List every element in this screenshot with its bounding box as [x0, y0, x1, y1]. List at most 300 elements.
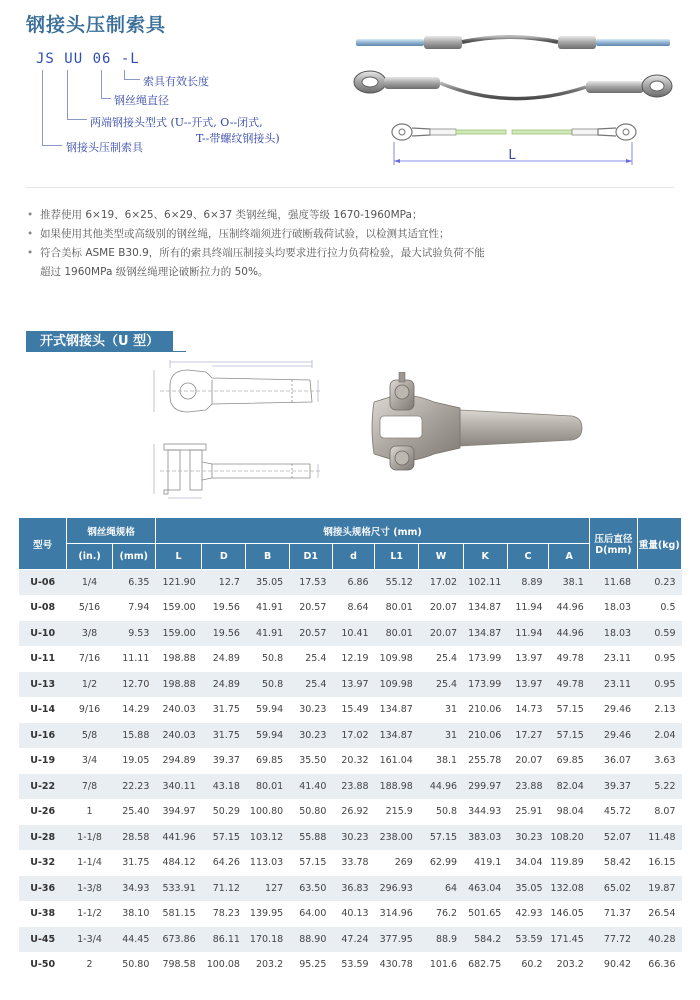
- table-row: [19, 697, 682, 723]
- table-cell: 50.29: [202, 799, 246, 825]
- table-cell: 238.00: [375, 825, 419, 851]
- table-cell: 64.00: [289, 901, 332, 927]
- table-cell: 8.89: [507, 570, 548, 596]
- table-cell: 53.59: [507, 927, 548, 953]
- table-cell: 103.12: [246, 825, 289, 851]
- table-cell: 90.42: [590, 952, 637, 978]
- table-cell: 15.49: [332, 697, 374, 723]
- table-cell: 43.18: [202, 774, 246, 800]
- u-fitting-photo-icon: [360, 372, 590, 482]
- table-cell: 29.46: [590, 723, 637, 749]
- table-cell: 28.58: [112, 825, 155, 851]
- table-cell: 9.53: [112, 621, 155, 647]
- table-cell: 1: [67, 799, 112, 825]
- table-cell: 296.93: [375, 876, 419, 902]
- table-cell: 44.96: [549, 621, 590, 647]
- feature-list: [26, 206, 666, 282]
- table-cell: 240.03: [155, 723, 201, 749]
- table-cell: 2.04: [637, 723, 681, 749]
- table-cell: 109.98: [375, 672, 419, 698]
- table-cell: 139.95: [246, 901, 289, 927]
- table-cell: 3/4: [67, 748, 112, 774]
- table-cell: 25.4: [289, 672, 332, 698]
- legend-end-type-cont: T--带螺纹钢接头): [196, 132, 280, 145]
- table-cell: 394.97: [155, 799, 201, 825]
- table-cell: 19.05: [112, 748, 155, 774]
- header-D: D: [202, 544, 246, 570]
- table-cell: 41.40: [289, 774, 332, 800]
- table-cell: 161.04: [375, 748, 419, 774]
- table-cell: 65.02: [590, 876, 637, 902]
- table-cell: 146.05: [549, 901, 590, 927]
- model-cell: U-19: [19, 748, 67, 774]
- header-rope-group: 钢丝绳规格: [67, 518, 156, 544]
- table-cell: 69.85: [549, 748, 590, 774]
- table-cell: 59.94: [246, 697, 289, 723]
- table-cell: 484.12: [155, 850, 201, 876]
- feature-item: • 如果使用其他类型或高级别的钢丝绳，压制终端须进行破断载荷试验，以检测其适宜性；: [26, 225, 666, 244]
- table-cell: 127: [246, 876, 289, 902]
- table-cell: 121.90: [155, 570, 201, 596]
- header-weight: 重量(kg): [637, 518, 681, 570]
- table-cell: 9/16: [67, 697, 112, 723]
- table-cell: 12.19: [332, 646, 374, 672]
- table-cell: 23.11: [590, 646, 637, 672]
- table-cell: 31.75: [112, 850, 155, 876]
- table-cell: 36.07: [590, 748, 637, 774]
- table-cell: 31: [419, 723, 463, 749]
- table-cell: 159.00: [155, 595, 201, 621]
- table-cell: 69.85: [246, 748, 289, 774]
- table-cell: 17.02: [332, 723, 374, 749]
- table-cell: 31.75: [202, 723, 246, 749]
- table-cell: 210.06: [463, 723, 507, 749]
- table-cell: 35.05: [507, 876, 548, 902]
- table-row: [19, 570, 682, 596]
- header-L: L: [155, 544, 201, 570]
- table-cell: 101.6: [419, 952, 463, 978]
- section-underline: [26, 351, 186, 352]
- table-cell: 344.93: [463, 799, 507, 825]
- table-cell: 463.04: [463, 876, 507, 902]
- table-cell: 71.37: [590, 901, 637, 927]
- table-cell: 377.95: [375, 927, 419, 953]
- table-cell: 58.42: [590, 850, 637, 876]
- table-cell: 1-3/4: [67, 927, 112, 953]
- table-cell: 134.87: [375, 723, 419, 749]
- legend-end-type: 两端钢接头型式 (U--开式, O--闭式,: [90, 116, 263, 129]
- table-cell: 673.86: [155, 927, 201, 953]
- model-cell: U-08: [19, 595, 67, 621]
- table-cell: 98.04: [549, 799, 590, 825]
- table-cell: 198.88: [155, 646, 201, 672]
- table-cell: 314.96: [375, 901, 419, 927]
- table-cell: 11.94: [507, 595, 548, 621]
- table-cell: 173.99: [463, 672, 507, 698]
- table-cell: 23.88: [507, 774, 548, 800]
- table-cell: 215.9: [375, 799, 419, 825]
- table-cell: 1-1/4: [67, 850, 112, 876]
- table-cell: 40.13: [332, 901, 374, 927]
- table-row: [19, 748, 682, 774]
- table-cell: 26.54: [637, 901, 681, 927]
- table-cell: 19.87: [637, 876, 681, 902]
- table-cell: 100.08: [202, 952, 246, 978]
- table-cell: 20.57: [289, 621, 332, 647]
- table-cell: 501.65: [463, 901, 507, 927]
- table-cell: 11.68: [590, 570, 637, 596]
- spec-table: [18, 517, 682, 978]
- table-cell: 64.26: [202, 850, 246, 876]
- table-cell: 16.15: [637, 850, 681, 876]
- table-cell: 113.03: [246, 850, 289, 876]
- table-cell: 44.96: [419, 774, 463, 800]
- table-cell: 210.06: [463, 697, 507, 723]
- table-cell: 57.15: [289, 850, 332, 876]
- table-cell: 62.99: [419, 850, 463, 876]
- table-cell: 64: [419, 876, 463, 902]
- table-cell: 88.90: [289, 927, 332, 953]
- table-cell: 66.36: [637, 952, 681, 978]
- table-cell: 35.50: [289, 748, 332, 774]
- table-cell: 383.03: [463, 825, 507, 851]
- table-cell: 80.01: [375, 595, 419, 621]
- table-cell: 798.58: [155, 952, 201, 978]
- header-A: A: [549, 544, 590, 570]
- table-cell: 17.53: [289, 570, 332, 596]
- eye-sling-icon: [354, 71, 672, 99]
- table-cell: 40.28: [637, 927, 681, 953]
- table-cell: 25.4: [419, 646, 463, 672]
- table-row: [19, 774, 682, 800]
- table-cell: 159.00: [155, 621, 201, 647]
- table-cell: 49.78: [549, 672, 590, 698]
- table-cell: 38.10: [112, 901, 155, 927]
- table-cell: 31.75: [202, 697, 246, 723]
- table-cell: 19.56: [202, 595, 246, 621]
- table-cell: 581.15: [155, 901, 201, 927]
- table-cell: 20.57: [289, 595, 332, 621]
- table-cell: 86.11: [202, 927, 246, 953]
- header-K: K: [463, 544, 507, 570]
- table-cell: 109.98: [375, 646, 419, 672]
- table-cell: 13.97: [507, 646, 548, 672]
- table-cell: 38.1: [549, 570, 590, 596]
- table-cell: 2: [67, 952, 112, 978]
- table-cell: 419.1: [463, 850, 507, 876]
- table-cell: 22.23: [112, 774, 155, 800]
- table-cell: 12.7: [202, 570, 246, 596]
- technical-drawing: [150, 358, 330, 500]
- table-cell: 134.87: [463, 621, 507, 647]
- table-row: [19, 825, 682, 851]
- table-row: [19, 799, 682, 825]
- table-cell: 203.2: [246, 952, 289, 978]
- table-cell: 108.20: [549, 825, 590, 851]
- table-cell: 299.97: [463, 774, 507, 800]
- table-cell: 57.15: [549, 697, 590, 723]
- model-cell: U-16: [19, 723, 67, 749]
- table-cell: 24.89: [202, 672, 246, 698]
- table-cell: 255.78: [463, 748, 507, 774]
- table-cell: 20.07: [419, 621, 463, 647]
- table-cell: 5.22: [637, 774, 681, 800]
- table-row: [19, 672, 682, 698]
- model-cell: U-45: [19, 927, 67, 953]
- table-cell: 132.08: [549, 876, 590, 902]
- table-cell: 35.05: [246, 570, 289, 596]
- table-cell: 50.8: [246, 672, 289, 698]
- table-cell: 6.35: [112, 570, 155, 596]
- table-cell: 77.72: [590, 927, 637, 953]
- table-cell: 52.07: [590, 825, 637, 851]
- feature-item: • 符合美标 ASME B30.9，所有的索具终端压制接头均要求进行拉力负荷检验，最大试验负荷不能: [26, 244, 666, 263]
- table-cell: 171.45: [549, 927, 590, 953]
- table-cell: 23.88: [332, 774, 374, 800]
- length-label: L: [508, 148, 516, 163]
- table-cell: 13.97: [332, 672, 374, 698]
- table-cell: 134.87: [375, 697, 419, 723]
- table-cell: 41.91: [246, 595, 289, 621]
- table-cell: 100.80: [246, 799, 289, 825]
- table-cell: 31: [419, 697, 463, 723]
- table-cell: 39.37: [202, 748, 246, 774]
- model-cell: U-28: [19, 825, 67, 851]
- table-cell: 682.75: [463, 952, 507, 978]
- table-cell: 0.95: [637, 672, 681, 698]
- table-cell: 80.01: [375, 621, 419, 647]
- table-cell: 26.92: [332, 799, 374, 825]
- table-cell: 441.96: [155, 825, 201, 851]
- table-cell: 340.11: [155, 774, 201, 800]
- table-cell: 533.91: [155, 876, 201, 902]
- table-cell: 11.48: [637, 825, 681, 851]
- table-cell: 23.11: [590, 672, 637, 698]
- table-cell: 57.15: [419, 825, 463, 851]
- table-cell: 34.93: [112, 876, 155, 902]
- table-cell: 55.88: [289, 825, 332, 851]
- table-cell: 269: [375, 850, 419, 876]
- table-cell: 8.64: [332, 595, 374, 621]
- model-cell: U-32: [19, 850, 67, 876]
- table-cell: 55.12: [375, 570, 419, 596]
- table-cell: 1-1/8: [67, 825, 112, 851]
- table-cell: 78.23: [202, 901, 246, 927]
- table-cell: 18.03: [590, 595, 637, 621]
- table-cell: 88.9: [419, 927, 463, 953]
- table-row: [19, 850, 682, 876]
- table-cell: 102.11: [463, 570, 507, 596]
- model-cell: U-38: [19, 901, 67, 927]
- table-cell: 44.96: [549, 595, 590, 621]
- table-cell: 0.59: [637, 621, 681, 647]
- table-cell: 42.93: [507, 901, 548, 927]
- table-cell: 1-1/2: [67, 901, 112, 927]
- spec-table-body: [19, 570, 682, 978]
- table-cell: 8.07: [637, 799, 681, 825]
- table-cell: 0.95: [637, 646, 681, 672]
- table-cell: 39.37: [590, 774, 637, 800]
- table-cell: 119.89: [549, 850, 590, 876]
- model-cell: U-50: [19, 952, 67, 978]
- table-cell: 80.01: [246, 774, 289, 800]
- table-cell: 7/8: [67, 774, 112, 800]
- model-cell: U-26: [19, 799, 67, 825]
- model-cell: U-22: [19, 774, 67, 800]
- model-cell: U-13: [19, 672, 67, 698]
- table-cell: 45.72: [590, 799, 637, 825]
- table-cell: 57.15: [202, 825, 246, 851]
- rope-illustrations: [350, 20, 680, 180]
- table-cell: 10.41: [332, 621, 374, 647]
- table-cell: 7.94: [112, 595, 155, 621]
- table-cell: 29.46: [590, 697, 637, 723]
- table-cell: 1-3/8: [67, 876, 112, 902]
- table-row: [19, 723, 682, 749]
- fitting-photo: [360, 372, 590, 482]
- table-cell: 188.98: [375, 774, 419, 800]
- table-cell: 76.2: [419, 901, 463, 927]
- dimension-drawing-icon: [392, 124, 636, 165]
- table-cell: 24.89: [202, 646, 246, 672]
- table-cell: 12.70: [112, 672, 155, 698]
- table-cell: 36.83: [332, 876, 374, 902]
- table-cell: 3.63: [637, 748, 681, 774]
- table-cell: 0.23: [637, 570, 681, 596]
- table-cell: 2.13: [637, 697, 681, 723]
- table-cell: 30.23: [289, 723, 332, 749]
- table-cell: 60.2: [507, 952, 548, 978]
- header-L1: L1: [375, 544, 419, 570]
- table-cell: 11.94: [507, 621, 548, 647]
- table-cell: 38.1: [419, 748, 463, 774]
- table-cell: 18.03: [590, 621, 637, 647]
- table-cell: 240.03: [155, 697, 201, 723]
- table-cell: 13.97: [507, 672, 548, 698]
- table-cell: 20.32: [332, 748, 374, 774]
- table-cell: 20.07: [507, 748, 548, 774]
- product-code: JS UU 06 -L: [36, 51, 140, 67]
- table-cell: 6.86: [332, 570, 374, 596]
- header-C: C: [507, 544, 548, 570]
- header-mm: (mm): [112, 544, 155, 570]
- header-inch: (in.): [67, 544, 112, 570]
- table-row: [19, 595, 682, 621]
- table-cell: 11.11: [112, 646, 155, 672]
- table-cell: 20.07: [419, 595, 463, 621]
- header-model: 型号: [19, 518, 67, 570]
- table-row: [19, 621, 682, 647]
- model-cell: U-36: [19, 876, 67, 902]
- table-cell: 17.27: [507, 723, 548, 749]
- legend-product-name: 钢接头压制索具: [66, 141, 143, 154]
- table-cell: 49.78: [549, 646, 590, 672]
- table-cell: 430.78: [375, 952, 419, 978]
- table-cell: 59.94: [246, 723, 289, 749]
- table-cell: 50.8: [419, 799, 463, 825]
- u-fitting-blueprint-icon: [150, 358, 330, 500]
- table-cell: 134.87: [463, 595, 507, 621]
- threaded-sling-icon: [356, 36, 670, 49]
- table-cell: 584.2: [463, 927, 507, 953]
- table-cell: 25.4: [419, 672, 463, 698]
- table-cell: 5/16: [67, 595, 112, 621]
- feature-item-continued: 超过 1960MPa 级钢丝绳理论破断拉力的 50%。: [40, 266, 269, 278]
- header-pressed-diameter: 压后直径D(mm): [590, 518, 637, 570]
- header-d: d: [332, 544, 374, 570]
- table-cell: 14.73: [507, 697, 548, 723]
- table-cell: 30.23: [289, 697, 332, 723]
- page-title: 钢接头压制索具: [26, 14, 167, 36]
- table-cell: 53.59: [332, 952, 374, 978]
- table-cell: 7/16: [67, 646, 112, 672]
- model-cell: U-10: [19, 621, 67, 647]
- table-cell: 63.50: [289, 876, 332, 902]
- table-cell: 0.5: [637, 595, 681, 621]
- table-cell: 50.8: [246, 646, 289, 672]
- model-cell: U-11: [19, 646, 67, 672]
- product-code-diagram: [0, 0, 340, 170]
- table-cell: 203.2: [549, 952, 590, 978]
- table-cell: 25.4: [289, 646, 332, 672]
- table-row: [19, 646, 682, 672]
- table-cell: 95.25: [289, 952, 332, 978]
- table-cell: 198.88: [155, 672, 201, 698]
- divider: [26, 187, 674, 188]
- table-cell: 71.12: [202, 876, 246, 902]
- model-cell: U-06: [19, 570, 67, 596]
- header-W: W: [419, 544, 463, 570]
- rope-illustration-svg: [350, 20, 680, 180]
- table-cell: 3/8: [67, 621, 112, 647]
- table-cell: 82.04: [549, 774, 590, 800]
- table-cell: 34.04: [507, 850, 548, 876]
- model-cell: U-14: [19, 697, 67, 723]
- header-D1: D1: [289, 544, 332, 570]
- table-cell: 1/2: [67, 672, 112, 698]
- table-cell: 1/4: [67, 570, 112, 596]
- table-row: [19, 876, 682, 902]
- table-row: [19, 927, 682, 953]
- table-cell: 14.29: [112, 697, 155, 723]
- table-cell: 41.91: [246, 621, 289, 647]
- table-row: [19, 952, 682, 978]
- table-cell: 47.24: [332, 927, 374, 953]
- feature-item: • 推荐使用 6×19、6×25、6×29、6×37 类钢丝绳，强度等级 1670-1960MPa；: [26, 206, 666, 225]
- section-title: 开式钢接头（U 型）: [26, 331, 173, 352]
- table-cell: 44.45: [112, 927, 155, 953]
- table-cell: 30.23: [332, 825, 374, 851]
- table-cell: 25.91: [507, 799, 548, 825]
- table-row: [19, 901, 682, 927]
- table-cell: 50.80: [289, 799, 332, 825]
- table-cell: 17.02: [419, 570, 463, 596]
- header-fitting-group: 钢接头规格尺寸 (mm): [155, 518, 589, 544]
- table-cell: 173.99: [463, 646, 507, 672]
- table-cell: 170.18: [246, 927, 289, 953]
- legend-effective-length: 索具有效长度: [143, 75, 209, 88]
- table-cell: 57.15: [549, 723, 590, 749]
- table-cell: 15.88: [112, 723, 155, 749]
- header-B: B: [246, 544, 289, 570]
- table-cell: 294.89: [155, 748, 201, 774]
- table-cell: 50.80: [112, 952, 155, 978]
- table-cell: 33.78: [332, 850, 374, 876]
- table-cell: 5/8: [67, 723, 112, 749]
- table-cell: 30.23: [507, 825, 548, 851]
- table-cell: 25.40: [112, 799, 155, 825]
- table-cell: 19.56: [202, 621, 246, 647]
